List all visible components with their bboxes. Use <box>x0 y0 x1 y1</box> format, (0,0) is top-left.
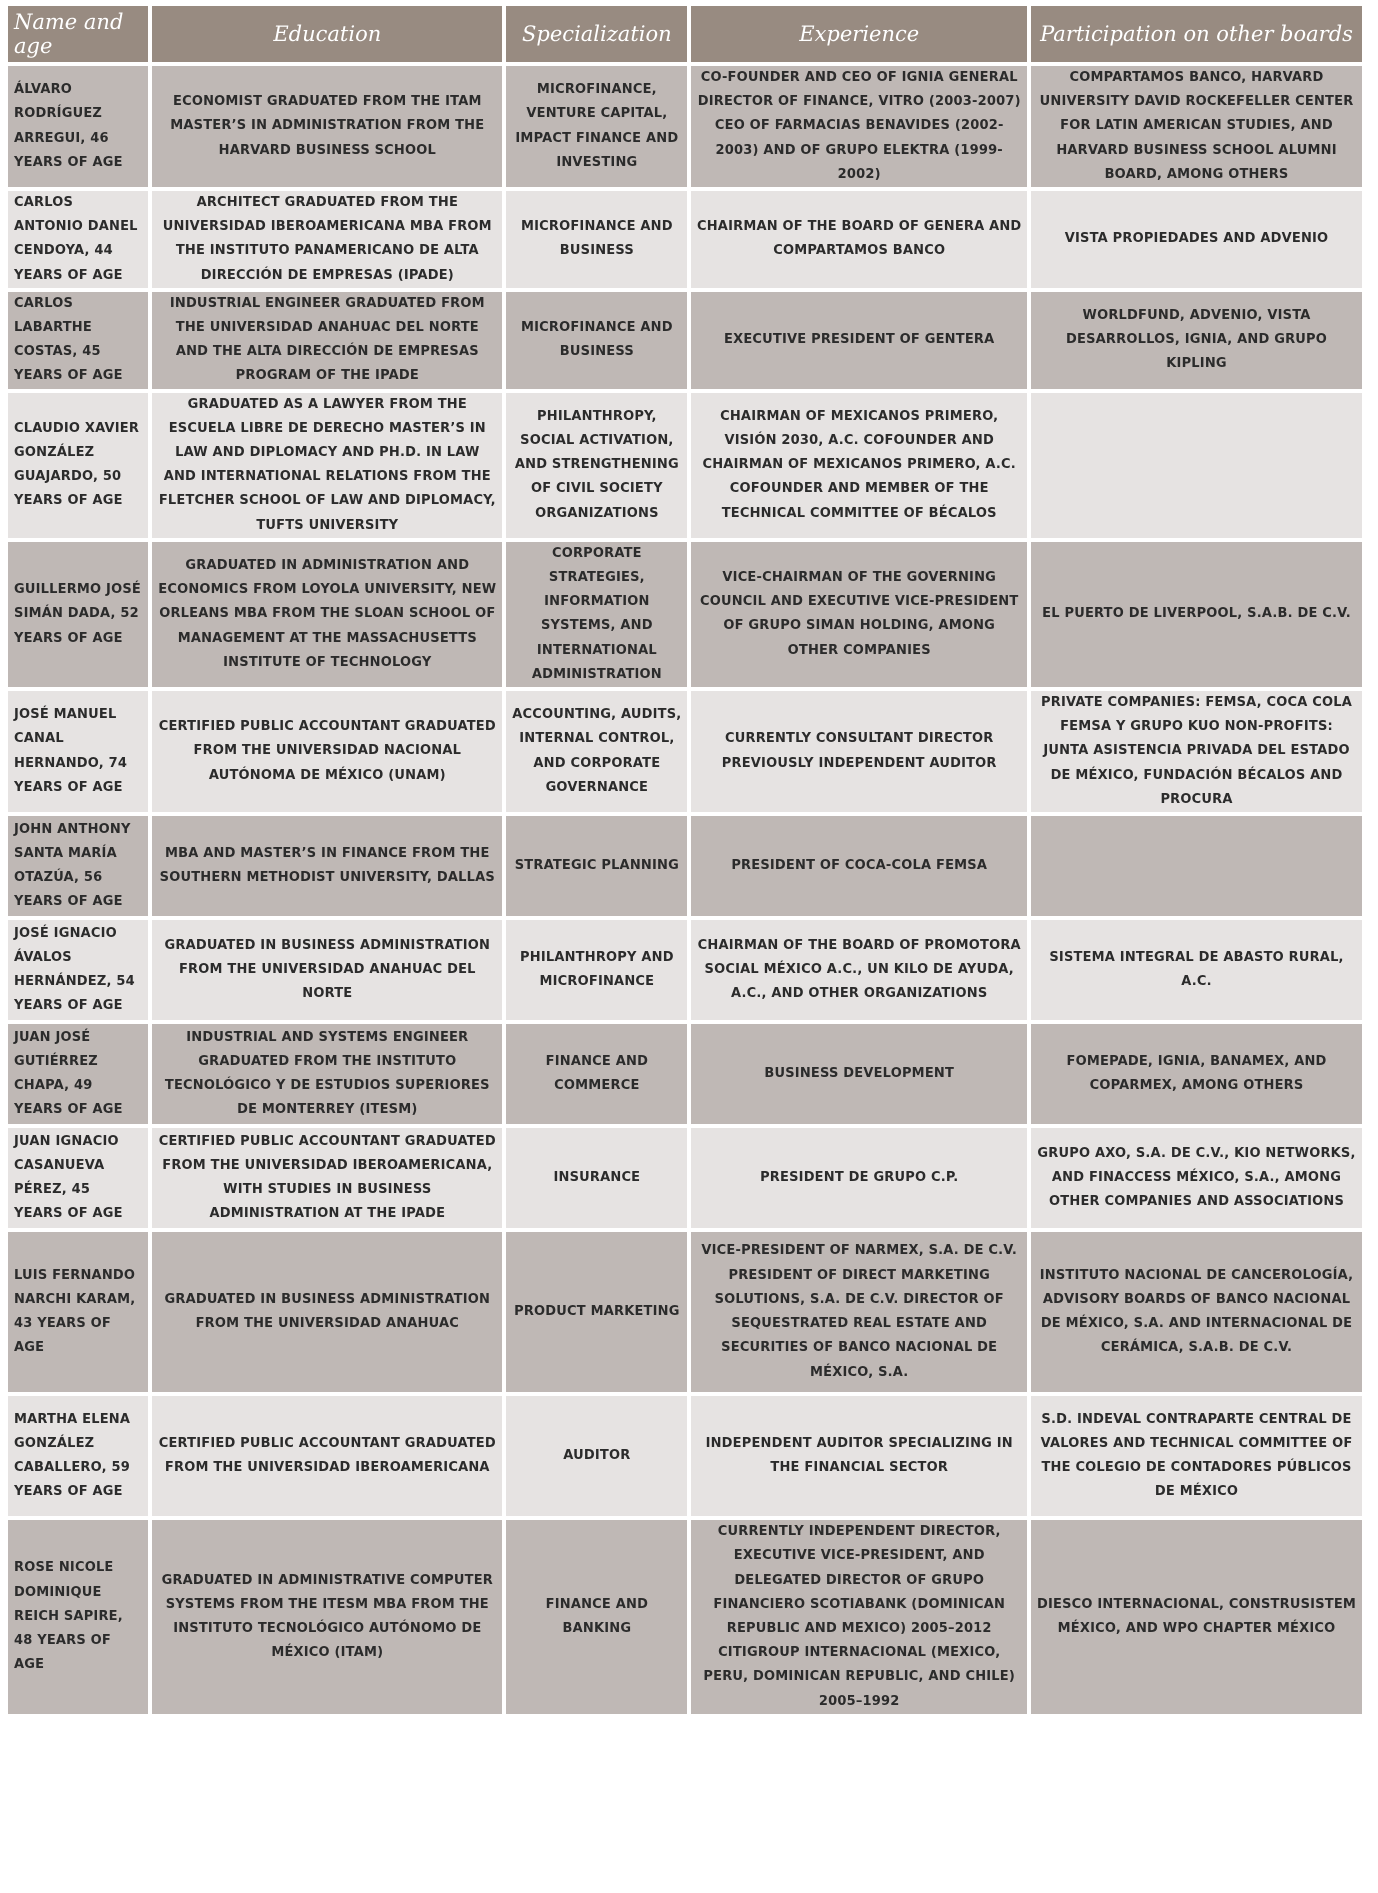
member-name: MARTHA ELENA GONZÁLEZ CABALLERO, 59 YEARS OF AGE <box>8 1396 148 1516</box>
member-experience: CHAIRMAN OF THE BOARD OF GENERA AND COMPARTAMOS BANCO <box>691 191 1027 288</box>
member-education: GRADUATED IN BUSINESS ADMINISTRATION FROM THE UNIVERSIDAD ANAHUAC <box>152 1232 502 1392</box>
table-row <box>8 1128 1362 1228</box>
member-education: ARCHITECT GRADUATED FROM THE UNIVERSIDAD IBEROAMERICANA MBA FROM THE INSTITUTO PANAMERICANO DE ALTA DIRECCIÓN DE EMPRESAS (IPADE) <box>152 191 502 288</box>
header-row <box>8 6 1362 62</box>
member-experience: CHAIRMAN OF THE BOARD OF PROMOTORA SOCIAL MÉXICO A.C., UN KILO DE AYUDA, A.C., AND OTHER ORGANIZATIONS <box>691 920 1027 1020</box>
table-row <box>8 542 1362 687</box>
table-row <box>8 920 1362 1020</box>
table-row <box>8 1396 1362 1516</box>
member-specialization: ACCOUNTING, AUDITS, INTERNAL CONTROL, AND CORPORATE GOVERNANCE <box>506 691 687 812</box>
member-experience: CURRENTLY CONSULTANT DIRECTOR PREVIOUSLY INDEPENDENT AUDITOR <box>691 691 1027 812</box>
member-specialization: FINANCE AND BANKING <box>506 1520 687 1714</box>
header-name-age: Name and age <box>8 6 148 62</box>
member-education: CERTIFIED PUBLIC ACCOUNTANT GRADUATED FROM THE UNIVERSIDAD IBEROAMERICANA, WITH STUDIES IN BUSINESS ADMINISTRATION AT THE IPADE <box>152 1128 502 1228</box>
table-row <box>8 1232 1362 1392</box>
member-education: GRADUATED IN ADMINISTRATIVE COMPUTER SYSTEMS FROM THE ITESM MBA FROM THE INSTITUTO TECNOLÓGICO AUTÓNOMO DE MÉXICO (ITAM) <box>152 1520 502 1714</box>
member-education: GRADUATED IN ADMINISTRATION AND ECONOMICS FROM LOYOLA UNIVERSITY, NEW ORLEANS MBA FROM THE SLOAN SCHOOL OF MANAGEMENT AT THE MASSACHUSETTS INSTITUTE OF TECHNOLOGY <box>152 542 502 687</box>
member-boards <box>1031 393 1362 538</box>
member-boards: EL PUERTO DE LIVERPOOL, S.A.B. DE C.V. <box>1031 542 1362 687</box>
table-row <box>8 191 1362 288</box>
member-specialization: PHILANTHROPY, SOCIAL ACTIVATION, AND STRENGTHENING OF CIVIL SOCIETY ORGANIZATIONS <box>506 393 687 538</box>
member-education: INDUSTRIAL AND SYSTEMS ENGINEER GRADUATED FROM THE INSTITUTO TECNOLÓGICO Y DE ESTUDIOS SUPERIORES DE MONTERREY (ITESM) <box>152 1024 502 1124</box>
member-name: JUAN JOSÉ GUTIÉRREZ CHAPA, 49 YEARS OF AGE <box>8 1024 148 1124</box>
member-experience: VICE-PRESIDENT OF NARMEX, S.A. DE C.V. PRESIDENT OF DIRECT MARKETING SOLUTIONS, S.A. DE C.V. DIRECTOR OF SEQUESTRATED REAL ESTATE AND SECURITIES OF BANCO NACIONAL DE MÉXICO, S.A. <box>691 1232 1027 1392</box>
member-education: GRADUATED IN BUSINESS ADMINISTRATION FROM THE UNIVERSIDAD ANAHUAC DEL NORTE <box>152 920 502 1020</box>
member-experience: VICE-CHAIRMAN OF THE GOVERNING COUNCIL AND EXECUTIVE VICE-PRESIDENT OF GRUPO SIMAN HOLDING, AMONG OTHER COMPANIES <box>691 542 1027 687</box>
member-education: GRADUATED AS A LAWYER FROM THE ESCUELA LIBRE DE DERECHO MASTER’S IN LAW AND DIPLOMACY AND PH.D. IN LAW AND INTERNATIONAL RELATIONS FROM THE FLETCHER SCHOOL OF LAW AND DIPLOMACY, TUFTS UNIVERSITY <box>152 393 502 538</box>
member-name: CARLOS ANTONIO DANEL CENDOYA, 44 YEARS OF AGE <box>8 191 148 288</box>
member-name: JUAN IGNACIO CASANUEVA PÉREZ, 45 YEARS OF AGE <box>8 1128 148 1228</box>
table-row <box>8 816 1362 916</box>
member-experience: BUSINESS DEVELOPMENT <box>691 1024 1027 1124</box>
member-boards: SISTEMA INTEGRAL DE ABASTO RURAL, A.C. <box>1031 920 1362 1020</box>
member-name: JOHN ANTHONY SANTA MARÍA OTAZÚA, 56 YEARS OF AGE <box>8 816 148 916</box>
table-row <box>8 1024 1362 1124</box>
member-name: ÁLVARO RODRÍGUEZ ARREGUI, 46 YEARS OF AGE <box>8 66 148 187</box>
member-experience: CURRENTLY INDEPENDENT DIRECTOR, EXECUTIVE VICE-PRESIDENT, AND DELEGATED DIRECTOR OF GRUPO FINANCIERO SCOTIABANK (DOMINICAN REPUBLIC AND MEXICO) 2005–2012 CITIGROUP INTERNACIONAL (MEXICO, PERU, DOMINICAN REPUBLIC, AND CHILE) 2005–1992 <box>691 1520 1027 1714</box>
member-experience: PRESIDENT DE GRUPO C.P. <box>691 1128 1027 1228</box>
table-row <box>8 66 1362 187</box>
member-experience: CO-FOUNDER AND CEO OF IGNIA GENERAL DIRECTOR OF FINANCE, VITRO (2003-2007) CEO OF FARMACIAS BENAVIDES (2002-2003) AND OF GRUPO ELEKTRA (1999-2002) <box>691 66 1027 187</box>
member-education: MBA AND MASTER’S IN FINANCE FROM THE SOUTHERN METHODIST UNIVERSITY, DALLAS <box>152 816 502 916</box>
member-specialization: FINANCE AND COMMERCE <box>506 1024 687 1124</box>
member-education: CERTIFIED PUBLIC ACCOUNTANT GRADUATED FROM THE UNIVERSIDAD IBEROAMERICANA <box>152 1396 502 1516</box>
member-specialization: PRODUCT MARKETING <box>506 1232 687 1392</box>
header-specialization: Specialization <box>506 6 687 62</box>
member-boards: COMPARTAMOS BANCO, HARVARD UNIVERSITY DAVID ROCKEFELLER CENTER FOR LATIN AMERICAN STUDIES, AND HARVARD BUSINESS SCHOOL ALUMNI BOARD, AMONG OTHERS <box>1031 66 1362 187</box>
member-education: CERTIFIED PUBLIC ACCOUNTANT GRADUATED FROM THE UNIVERSIDAD NACIONAL AUTÓNOMA DE MÉXICO (UNAM) <box>152 691 502 812</box>
member-specialization: MICROFINANCE, VENTURE CAPITAL, IMPACT FINANCE AND INVESTING <box>506 66 687 187</box>
header-boards: Participation on other boards <box>1031 6 1362 62</box>
member-boards: FOMEPADE, IGNIA, BANAMEX, AND COPARMEX, AMONG OTHERS <box>1031 1024 1362 1124</box>
member-experience: CHAIRMAN OF MEXICANOS PRIMERO, VISIÓN 2030, A.C. COFOUNDER AND CHAIRMAN OF MEXICANOS PRIMERO, A.C. COFOUNDER AND MEMBER OF THE TECHNICAL COMMITTEE OF BÉCALOS <box>691 393 1027 538</box>
member-boards: S.D. INDEVAL CONTRAPARTE CENTRAL DE VALORES AND TECHNICAL COMMITTEE OF THE COLEGIO DE CONTADORES PÚBLICOS DE MÉXICO <box>1031 1396 1362 1516</box>
member-specialization: PHILANTHROPY AND MICROFINANCE <box>506 920 687 1020</box>
member-boards <box>1031 816 1362 916</box>
member-specialization: INSURANCE <box>506 1128 687 1228</box>
member-name: LUIS FERNANDO NARCHI KARAM, 43 YEARS OF AGE <box>8 1232 148 1392</box>
table-row <box>8 393 1362 538</box>
member-experience: EXECUTIVE PRESIDENT OF GENTERA <box>691 292 1027 389</box>
member-boards: INSTITUTO NACIONAL DE CANCEROLOGÍA, ADVISORY BOARDS OF BANCO NACIONAL DE MÉXICO, S.A. AND INTERNACIONAL DE CERÁMICA, S.A.B. DE C.V. <box>1031 1232 1362 1392</box>
member-specialization: STRATEGIC PLANNING <box>506 816 687 916</box>
member-specialization: MICROFINANCE AND BUSINESS <box>506 191 687 288</box>
member-name: GUILLERMO JOSÉ SIMÁN DADA, 52 YEARS OF AGE <box>8 542 148 687</box>
member-experience: INDEPENDENT AUDITOR SPECIALIZING IN THE FINANCIAL SECTOR <box>691 1396 1027 1516</box>
member-name: ROSE NICOLE DOMINIQUE REICH SAPIRE, 48 YEARS OF AGE <box>8 1520 148 1714</box>
header-education: Education <box>152 6 502 62</box>
member-boards: DIESCO INTERNACIONAL, CONSTRUSISTEM MÉXICO, AND WPO CHAPTER MÉXICO <box>1031 1520 1362 1714</box>
member-education: ECONOMIST GRADUATED FROM THE ITAM MASTER’S IN ADMINISTRATION FROM THE HARVARD BUSINESS SCHOOL <box>152 66 502 187</box>
table-row <box>8 1520 1362 1714</box>
member-name: JOSÉ MANUEL CANAL HERNANDO, 74 YEARS OF AGE <box>8 691 148 812</box>
member-specialization: MICROFINANCE AND BUSINESS <box>506 292 687 389</box>
member-name: CLAUDIO XAVIER GONZÁLEZ GUAJARDO, 50 YEARS OF AGE <box>8 393 148 538</box>
member-name: JOSÉ IGNACIO ÁVALOS HERNÁNDEZ, 54 YEARS OF AGE <box>8 920 148 1020</box>
table-row <box>8 292 1362 389</box>
member-boards: GRUPO AXO, S.A. DE C.V., KIO NETWORKS, AND FINACCESS MÉXICO, S.A., AMONG OTHER COMPANIES AND ASSOCIATIONS <box>1031 1128 1362 1228</box>
header-experience: Experience <box>691 6 1027 62</box>
member-education: INDUSTRIAL ENGINEER GRADUATED FROM THE UNIVERSIDAD ANAHUAC DEL NORTE AND THE ALTA DIRECCIÓN DE EMPRESAS PROGRAM OF THE IPADE <box>152 292 502 389</box>
member-specialization: AUDITOR <box>506 1396 687 1516</box>
board-members-table <box>4 2 1366 1718</box>
member-boards: PRIVATE COMPANIES: FEMSA, COCA COLA FEMSA Y GRUPO KUO NON-PROFITS: JUNTA ASISTENCIA PRIVADA DEL ESTADO DE MÉXICO, FUNDACIÓN BÉCALOS AND PROCURA <box>1031 691 1362 812</box>
member-experience: PRESIDENT OF COCA-COLA FEMSA <box>691 816 1027 916</box>
member-boards: VISTA PROPIEDADES AND ADVENIO <box>1031 191 1362 288</box>
member-specialization: CORPORATE STRATEGIES, INFORMATION SYSTEMS, AND INTERNATIONAL ADMINISTRATION <box>506 542 687 687</box>
table-row <box>8 691 1362 812</box>
member-name: CARLOS LABARTHE COSTAS, 45 YEARS OF AGE <box>8 292 148 389</box>
member-boards: WORLDFUND, ADVENIO, VISTA DESARROLLOS, IGNIA, AND GRUPO KIPLING <box>1031 292 1362 389</box>
